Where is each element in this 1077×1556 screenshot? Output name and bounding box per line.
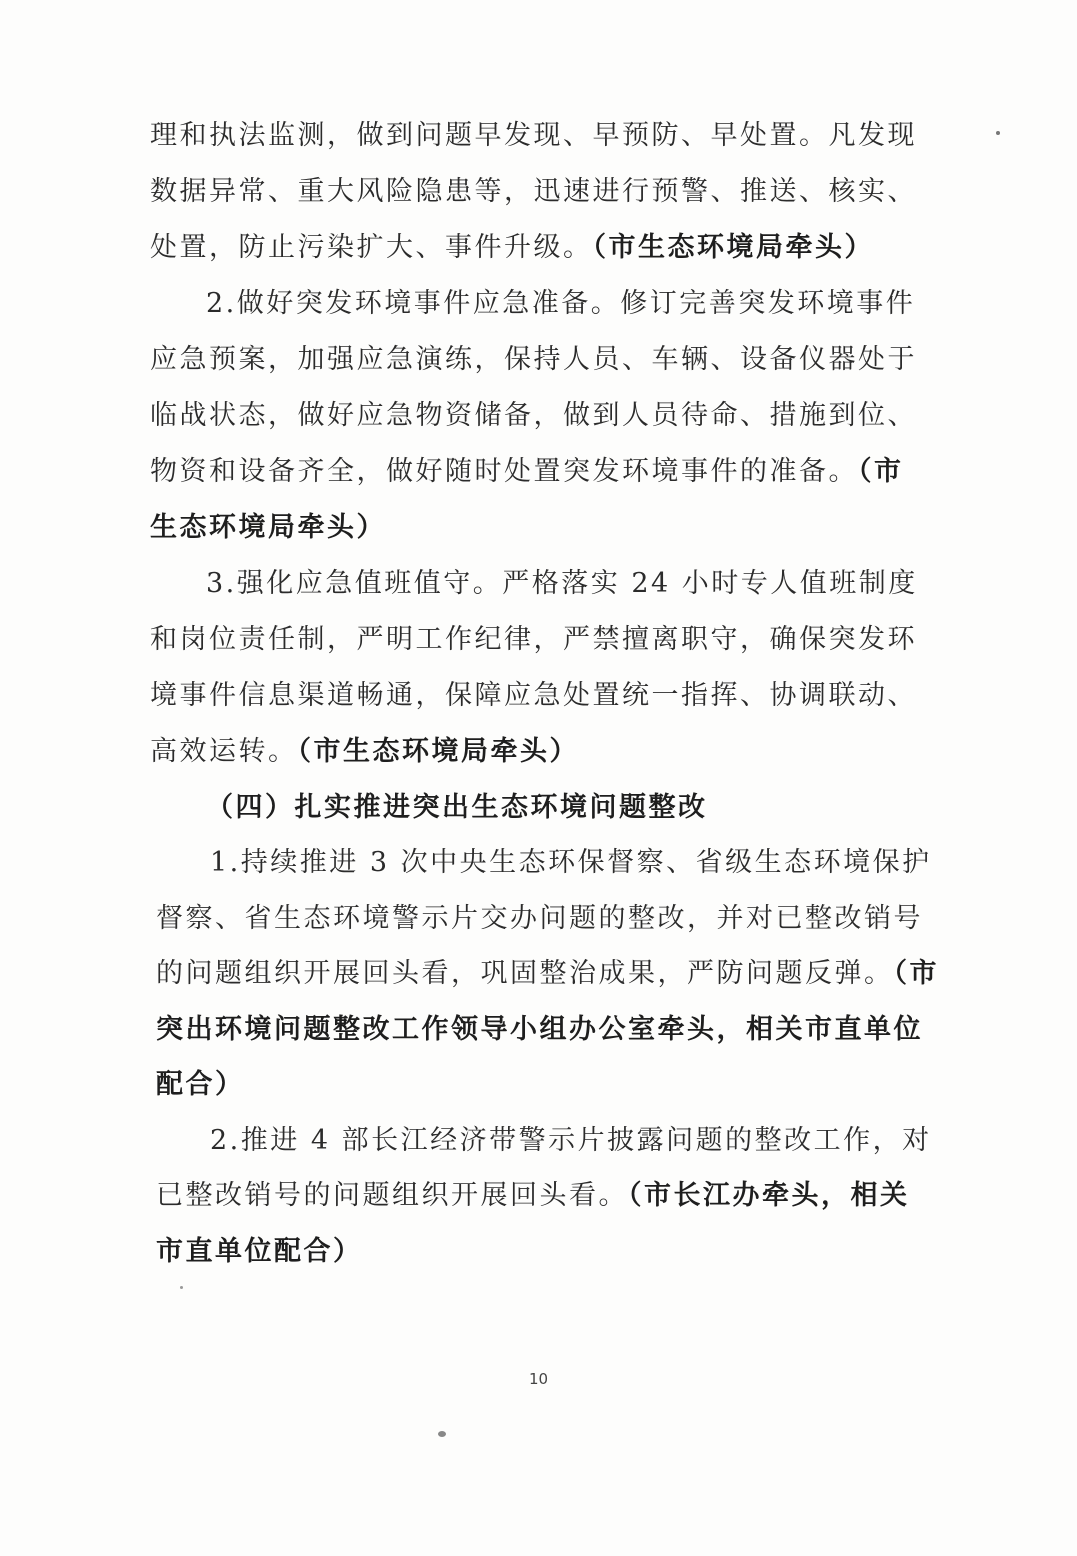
body-text: 督察、省生态环境警示片交办问题的整改，并对已整改销号 xyxy=(156,903,923,934)
text-line xyxy=(206,788,946,828)
text-line xyxy=(150,340,917,380)
lead-unit-text: （市 xyxy=(893,958,939,989)
body-text: 应急预案，加强应急演练，保持人员、车辆、设备仪器处于 xyxy=(150,344,917,375)
text-line xyxy=(150,676,917,716)
lead-unit-text: 市直单位配合） xyxy=(156,1236,363,1267)
body-text: 理和执法监测，做到问题早发现、早预防、早处置。凡发现 xyxy=(150,120,917,151)
body-text: 2.做好突发环境事件应急准备。修订完善突发环境事件 xyxy=(206,288,916,319)
body-text: 和岗位责任制，严明工作纪律，严禁擅离职守，确保突发环 xyxy=(150,624,917,655)
body-text: 高效运转。 xyxy=(150,736,298,767)
lead-unit-text: （市生态环境局牵头） xyxy=(592,232,874,263)
text-line xyxy=(150,116,917,156)
lead-unit-text: 生态环境局牵头） xyxy=(150,512,386,543)
text-line xyxy=(156,1232,896,1272)
text-line xyxy=(150,508,890,548)
body-text: 3.强化应急值班值守。严格落实 24 小时专人值班制度 xyxy=(206,568,918,599)
text-line xyxy=(206,564,946,604)
lead-unit-text: （市长江办牵头，相关 xyxy=(628,1180,910,1211)
body-text: 数据异常、重大风险隐患等，迅速进行预警、推送、核实、 xyxy=(150,176,917,207)
text-line xyxy=(210,1121,950,1161)
body-text: 2.推进 4 部长江经济带警示片披露问题的整改工作，对 xyxy=(210,1125,932,1156)
text-line xyxy=(210,843,950,883)
lead-unit-text: 配合） xyxy=(156,1069,245,1100)
text-line xyxy=(150,228,890,268)
text-line xyxy=(150,396,917,436)
text-line xyxy=(156,899,923,939)
body-text: 物资和设备齐全，做好随时处置突发环境事件的准备。 xyxy=(150,456,858,487)
text-line xyxy=(156,1010,923,1050)
text-line xyxy=(150,172,917,212)
lead-unit-text: 突出环境问题整改工作领导小组办公室牵头，相关市直单位 xyxy=(156,1014,923,1045)
text-line xyxy=(150,732,890,772)
page-number: 10 xyxy=(528,1370,549,1388)
scan-speck xyxy=(180,1286,183,1289)
scan-speck xyxy=(996,131,1000,135)
body-text: 境事件信息渠道畅通，保障应急处置统一指挥、协调联动、 xyxy=(150,680,917,711)
body-text: 已整改销号的问题组织开展回头看。 xyxy=(156,1180,628,1211)
lead-unit-text: （市 xyxy=(858,456,904,487)
lead-unit-text: （市生态环境局牵头） xyxy=(297,736,579,767)
text-line xyxy=(150,620,917,660)
text-line xyxy=(156,1065,896,1105)
text-line xyxy=(156,1176,910,1216)
body-text: 的问题组织开展回头看，巩固整治成果，严防问题反弹。 xyxy=(156,958,894,989)
lead-unit-text: （四）扎实推进突出生态环境问题整改 xyxy=(206,792,708,823)
text-line xyxy=(150,452,904,492)
body-text: 处置，防止污染扩大、事件升级。 xyxy=(150,232,593,263)
text-line xyxy=(206,284,946,324)
body-text: 1.持续推进 3 次中央生态环保督察、省级生态环境保护 xyxy=(210,847,932,878)
text-line xyxy=(156,954,939,994)
body-text: 临战状态，做好应急物资储备，做到人员待命、措施到位、 xyxy=(150,400,917,431)
scan-speck xyxy=(438,1431,446,1437)
